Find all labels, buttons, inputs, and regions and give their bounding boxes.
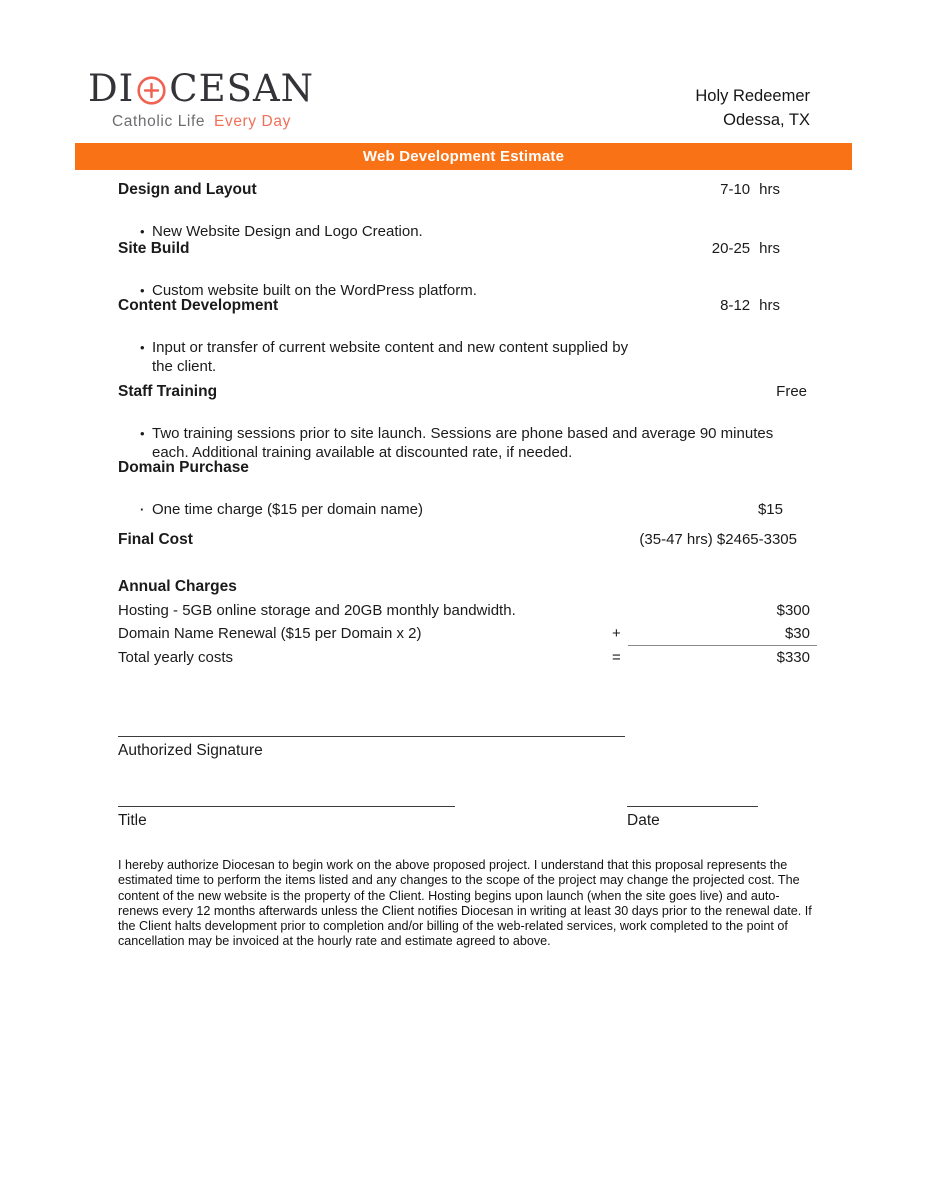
annual-row-hosting xyxy=(0,602,927,620)
section-bullet xyxy=(118,222,927,241)
authorized-signature-line xyxy=(118,736,625,737)
section-design-and-layout xyxy=(0,181,927,241)
title-line xyxy=(118,806,455,807)
diocesan-logo xyxy=(88,68,314,131)
section-bullet xyxy=(118,500,927,519)
section-staff-training xyxy=(0,383,927,462)
date-line xyxy=(627,806,758,807)
bullet-text: • Input or transfer of current website content and new content supplied by the client. xyxy=(152,339,629,375)
final-cost-value: (35-47 hrs) $2465-3305 xyxy=(639,531,797,548)
section-title: Content Development xyxy=(118,297,279,314)
annual-row-amount: $300 xyxy=(776,602,810,619)
annual-charges-title: Annual Charges xyxy=(118,578,237,595)
hours-unit: hrs xyxy=(759,297,780,314)
section-hours xyxy=(720,181,780,198)
logo-wordmark xyxy=(88,68,314,110)
section-hours xyxy=(712,240,780,257)
bullet-text: New Website Design and Logo Creation. xyxy=(152,223,423,240)
annual-row-amount: $330 xyxy=(776,649,810,666)
hours-value: 8-12 xyxy=(720,297,751,314)
bullet-text: • Two training sessions prior to site launch. Sessions are phone based and average 90 minutes each. Additional training available at discounted rate, if needed. xyxy=(152,425,774,461)
logo-cross-circle-icon xyxy=(136,75,167,106)
annual-row-label: Domain Name Renewal ($15 per Domain x 2) xyxy=(118,625,422,642)
annual-row-label: Total yearly costs xyxy=(118,649,234,666)
section-price xyxy=(776,383,807,400)
annual-row-amount: $30 xyxy=(784,625,810,642)
section-hours xyxy=(720,297,780,314)
document-title: Web Development Estimate xyxy=(362,148,565,165)
annual-row-operator: = xyxy=(612,649,621,666)
hours-unit: hrs xyxy=(759,240,780,257)
final-cost-label: Final Cost xyxy=(118,531,193,548)
section-bullet xyxy=(118,338,927,376)
date-label: Date xyxy=(627,812,660,829)
section-title: Design and Layout xyxy=(118,181,257,198)
section-title: Domain Purchase xyxy=(118,459,249,476)
authorization-legal-text: I hereby authorize Diocesan to begin work on the above proposed project. I understand that this proposal represents the estimated time to perform the items listed and any changes to the scope of the project may change the projected cost. The content of the new website is the property of the Client. Hosting begins upon launch (when the site goes live) and auto-renews every 12 months afterwards unless the Client notifies Diocesan in writing at least 30 days prior to the renewal date. If the Client halts development prior to completion and/or billing of the web-related services, work completed to the point of cancellation may be invoiced at the hourly rate and estimate agreed to above. xyxy=(118,858,812,949)
section-title: Site Build xyxy=(118,240,190,257)
client-info xyxy=(695,84,810,132)
hours-unit: hrs xyxy=(759,181,780,198)
hours-value: 20-25 xyxy=(711,240,751,257)
section-bullet xyxy=(118,424,927,462)
price-value: Free xyxy=(776,383,807,400)
final-cost-row xyxy=(0,531,927,549)
title-label: Title xyxy=(118,812,147,829)
bullet-price: $15 xyxy=(757,501,783,518)
annual-row-domain-renewal xyxy=(0,625,927,643)
annual-charges-section xyxy=(0,578,927,673)
logo-text-start: DI xyxy=(88,67,135,110)
annual-row-total xyxy=(0,649,927,667)
bullet-text: One time charge ($15 per domain name) xyxy=(152,501,423,518)
client-name: Holy Redeemer xyxy=(695,87,810,105)
annual-row-label: Hosting - 5GB online storage and 20GB monthly bandwidth. xyxy=(118,602,516,619)
bullet-text: Custom website built on the WordPress platform. xyxy=(152,282,477,299)
section-content-development xyxy=(0,297,927,376)
document-title-banner xyxy=(75,143,852,170)
logo-tagline xyxy=(112,113,314,131)
section-site-build xyxy=(0,240,927,300)
sum-divider-line xyxy=(628,645,817,646)
section-title: Staff Training xyxy=(118,383,218,400)
client-location: Odessa, TX xyxy=(723,111,810,129)
annual-row-operator: + xyxy=(612,625,621,642)
section-domain-purchase xyxy=(0,459,927,519)
tagline-gray-text: Catholic Life xyxy=(112,113,206,130)
authorized-signature-label: Authorized Signature xyxy=(118,742,263,759)
logo-text-end: CESAN xyxy=(169,67,315,110)
tagline-accent-text: Every Day xyxy=(214,113,291,130)
hours-value: 7-10 xyxy=(720,181,751,198)
